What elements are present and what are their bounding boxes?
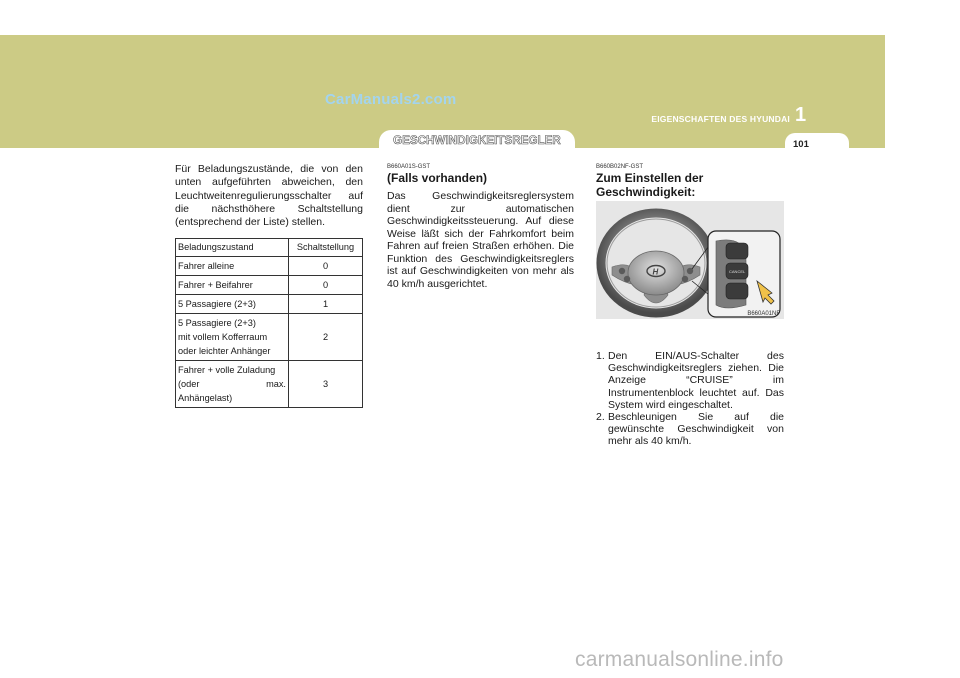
left-column	[175, 163, 363, 229]
section-body: Das Geschwindigkeitsreglersystem dient zur automatischen Geschwindigkeitssteuerung. Auf diese Weise läßt sich der Fahrkomfort beim Fahren auf freien Straßen erhöhen. Die Funktion des Geschwindigkeitsreglers ist auf Geschwindigkeiten von mehr als 40 km/h ausgerichtet.	[387, 190, 574, 290]
cruise-switch-bottom	[726, 283, 748, 299]
right-button-lower	[682, 276, 688, 282]
cruise-switch-top	[726, 243, 748, 259]
table-cell-line: oder leichter Anhänger	[178, 346, 271, 356]
table-header-position: Schaltstellung	[296, 242, 355, 252]
figure-code: B660A01NF	[747, 311, 780, 317]
chapter-title: EIGENSCHAFTEN DES HYUNDAI	[651, 114, 790, 124]
step-number: 1.	[596, 350, 605, 362]
load-condition-table	[175, 238, 363, 408]
table-cell-position: 3	[322, 379, 329, 389]
table-cell-line	[178, 377, 286, 391]
section-code: B660A01S-GST	[387, 164, 431, 170]
table-cell-position: 0	[322, 261, 329, 271]
list-item	[596, 411, 784, 448]
table-cell-condition: Fahrer alleine	[176, 257, 289, 275]
hyundai-logo-letter: H	[652, 267, 659, 277]
section-code: B660B02NF-GST	[596, 164, 644, 170]
table-cell-position: 0	[322, 280, 329, 290]
table-cell-line: mit vollem Kofferraum	[178, 332, 268, 342]
table-cell-line: Fahrer + volle Zuladung	[178, 365, 276, 375]
section-heading-line: Geschwindigkeit:	[596, 185, 696, 199]
section-heading-line: Zum Einstellen der	[596, 171, 704, 185]
section-tab	[379, 130, 575, 152]
table-header-condition: Beladungszustand	[176, 239, 289, 256]
site-watermark-bottom[interactable]: carmanualsonline.info	[575, 648, 784, 671]
table-cell-condition	[176, 314, 289, 360]
table-row	[176, 295, 362, 314]
page-number: 101	[793, 139, 809, 150]
cruise-switch-label: CANCEL	[729, 269, 746, 274]
table-cell-word: max.	[266, 379, 286, 389]
section-tab-label: GESCHWINDIGKEITSREGLER	[393, 135, 561, 147]
right-column	[596, 164, 784, 204]
steps-list	[596, 350, 784, 448]
table-cell-position: 2	[322, 332, 329, 342]
section-heading	[596, 171, 784, 199]
steering-wheel-figure	[596, 201, 784, 319]
table-header-row	[176, 239, 362, 257]
table-cell-word: (oder	[178, 379, 200, 389]
chapter-number: 1	[795, 104, 807, 126]
page-number-tab	[785, 133, 849, 153]
table-row	[176, 314, 362, 361]
step-text: Beschleunigen Sie auf die gewünschte Geschwindigkeit von mehr als 40 km/h.	[608, 411, 784, 448]
table-cell-position: 1	[322, 299, 329, 309]
table-cell-line: 5 Passagiere (2+3)	[178, 318, 256, 328]
table-cell-condition: Fahrer + Beifahrer	[176, 276, 289, 294]
table-cell-condition	[176, 361, 289, 407]
steering-wheel-illustration	[596, 201, 784, 319]
table-row	[176, 276, 362, 295]
table-row	[176, 257, 362, 276]
list-item	[596, 350, 784, 411]
site-watermark-top[interactable]: CarManuals2.com	[325, 91, 457, 108]
left-button-upper	[619, 268, 625, 274]
table-cell-line: Anhängelast)	[178, 393, 233, 403]
intro-paragraph: Für Beladungszustände, die von den unten aufgeführten abweichen, den Leuchtweitenregulierungsschalter auf die nächsthöhere Schaltstellung (entsprechend der Liste) stellen.	[175, 163, 363, 229]
step-text: Den EIN/AUS-Schalter des Geschwindigkeitsreglers ziehen. Die Anzeige “CRUISE” im Instrumentenblock leuchtet auf. Das System wird eingeschaltet.	[608, 350, 784, 411]
table-row	[176, 361, 362, 407]
section-heading: (Falls vorhanden)	[387, 171, 488, 185]
middle-column	[387, 164, 574, 290]
left-button-lower	[624, 276, 630, 282]
table-cell-condition: 5 Passagiere (2+3)	[176, 295, 289, 313]
step-number: 2.	[596, 411, 605, 424]
